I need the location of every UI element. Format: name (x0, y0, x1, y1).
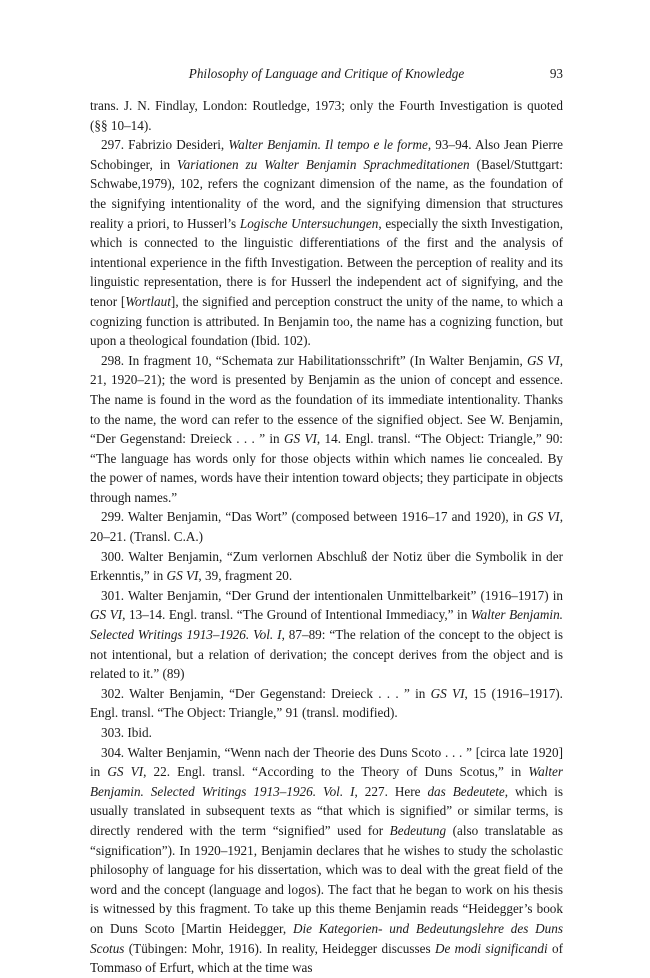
text-run: , 227. Here (354, 783, 428, 799)
footnote (90, 135, 563, 351)
italic-text: Bedeutung (389, 822, 447, 838)
italic-text: Logische Untersuchungen (239, 215, 379, 231)
running-title: Philosophy of Language and Critique of Knowledge (188, 66, 465, 81)
italic-text: GS VI (90, 607, 123, 623)
text-run: 298. In fragment 10, “Schemata zur Habilitationsschrift” (In Walter Benjamin, (101, 352, 527, 368)
text-run: , especially the sixth Investigation, which is connected to the linguistic differentiations of the first and the analysis of intentional experience in the fifth Investigation. Between the perception of reality and its linguistic representation, there is for Husserl the independent act of signifying, and the tenor [ (90, 215, 563, 309)
footnote (90, 743, 563, 978)
italic-text: De modi significandi (434, 940, 548, 956)
text-run: trans. J. N. Findlay, London: Routledge, 1973; only the Fourth Investigation is quoted (§§ 10–14). (90, 98, 563, 133)
text-run: 302. Walter Benjamin, “Der Gegenstand: Dreieck . . . ” in (101, 685, 431, 701)
italic-text: Walter Benjamin. Selected Writings 1913–1926. Vol. I (90, 764, 563, 799)
text-run: 299. Walter Benjamin, “Das Wort” (composed between 1916–17 and 1920), in (101, 509, 528, 525)
text-run: (Tübingen: Mohr, 1916). In reality, Heidegger discusses (124, 940, 435, 956)
footnote (90, 684, 563, 723)
italic-text: GS VI (430, 685, 465, 701)
footnote (90, 586, 563, 684)
text-run: , 93–94. Also Jean Pierre Schobinger, in (90, 137, 563, 172)
footnote-continuation (90, 96, 563, 135)
italic-text: GS VI (527, 509, 560, 525)
italic-text: GS VI (526, 352, 560, 368)
italic-text: Wortlaut (125, 293, 171, 309)
page-number: 93 (549, 66, 563, 81)
page (90, 62, 563, 978)
text-run: , 13–14. Engl. transl. “The Ground of Intentional Immediacy,” in (122, 607, 471, 623)
footnote (90, 507, 563, 546)
text-run: 304. Walter Benjamin, “Wenn nach der Theorie des Duns Scoto . . . ” [circa late 1920] in (90, 744, 563, 780)
text-run: , which is usually translated in subsequent texts as “that which is signified” or similar terms, is directly rendered with the term “signified” used for (90, 783, 563, 838)
text-run: 301. Walter Benjamin, “Der Grund der intentionalen Unmittelbarkeit” (1916–1917) in (101, 587, 563, 603)
text-run: , 14. Engl. transl. “The Object: Triangle,” 90: “The language has words only for those objects within which names lie concealed. By the power of names, words have their intention toward objects; they participate in objects through names.” (90, 431, 563, 505)
italic-text: GS VI (166, 568, 199, 584)
footnotes-body (90, 96, 563, 978)
running-header (90, 62, 563, 88)
text-run: , 22. Engl. transl. “According to the Theory of Duns Scotus,” in (143, 764, 529, 780)
text-run: of Tommaso of Erfurt, which at the time was (90, 940, 563, 976)
text-run: , 87–89: “The relation of the concept to the object is not intentional, but a relation of derivation; the concept derives from the object and is related to it.” (89) (90, 627, 563, 682)
footnote (90, 723, 563, 743)
italic-text: Walter Benjamin. Selected Writings 1913–1926. Vol. I (90, 607, 563, 643)
text-run: , 21, 1920–21); the word is presented by Benjamin as the union of concept and essence. The name is found in the word as the foundation of its immediate intentionality. Thanks to the name, the word can refer to the essence of the signified object. See W. Benjamin, “Der Gegenstand: Dreieck . . . ” in (90, 352, 563, 447)
text-run: , 15 (1916–1917). Engl. transl. “The Object: Triangle,” 91 (transl. modified). (90, 685, 563, 721)
footnote (90, 547, 563, 586)
italic-text: das Bedeutete (427, 783, 505, 799)
text-run: 300. Walter Benjamin, “Zum verlornen Abschluß der Notiz über die Symbolik in der Erkenntis,” in (90, 548, 563, 584)
italic-text: GS VI (107, 764, 144, 780)
text-run: 297. Fabrizio Desideri, (101, 137, 229, 153)
text-run: (Basel/Stuttgart: Schwabe,1979), 102, refers the cognizant dimension of the name, as the foundation of the signifying intentionality of the word, and the signifying dimension that structures reality a priori, to Husserl’s (90, 156, 563, 231)
italic-text: Variationen zu Walter Benjamin Sprachmeditationen (177, 156, 470, 172)
italic-text: Walter Benjamin. Il tempo e le forme (228, 137, 428, 153)
text-run: , 20–21. (Transl. C.A.) (90, 509, 563, 545)
text-run: 303. Ibid. (101, 725, 152, 740)
text-run: (also translatable as “signification”). In 1920–1921, Benjamin declares that he wishes to study the scholastic philosophy of language for his dissertation, which was to deal with the great field of the word and the concept (language and logos). The fact that he began to work on his thesis is witnessed by this fragment. To take up this theme Benjamin reads “Heidegger’s book on Duns Scoto [Martin Heidegger, (90, 822, 564, 936)
italic-text: GS VI (283, 431, 317, 447)
text-run: , 39, fragment 20. (198, 568, 293, 584)
italic-text: Die Kategorien- und Bedeutungslehre des Duns Scotus (90, 920, 563, 956)
footnote (90, 351, 563, 508)
text-run: ], the signified and perception construct the unity of the name, to which a cognizing function is attributed. In Benjamin too, the name has a cognizing function, but upon a theological foundation (Ibid. 102). (90, 293, 563, 349)
